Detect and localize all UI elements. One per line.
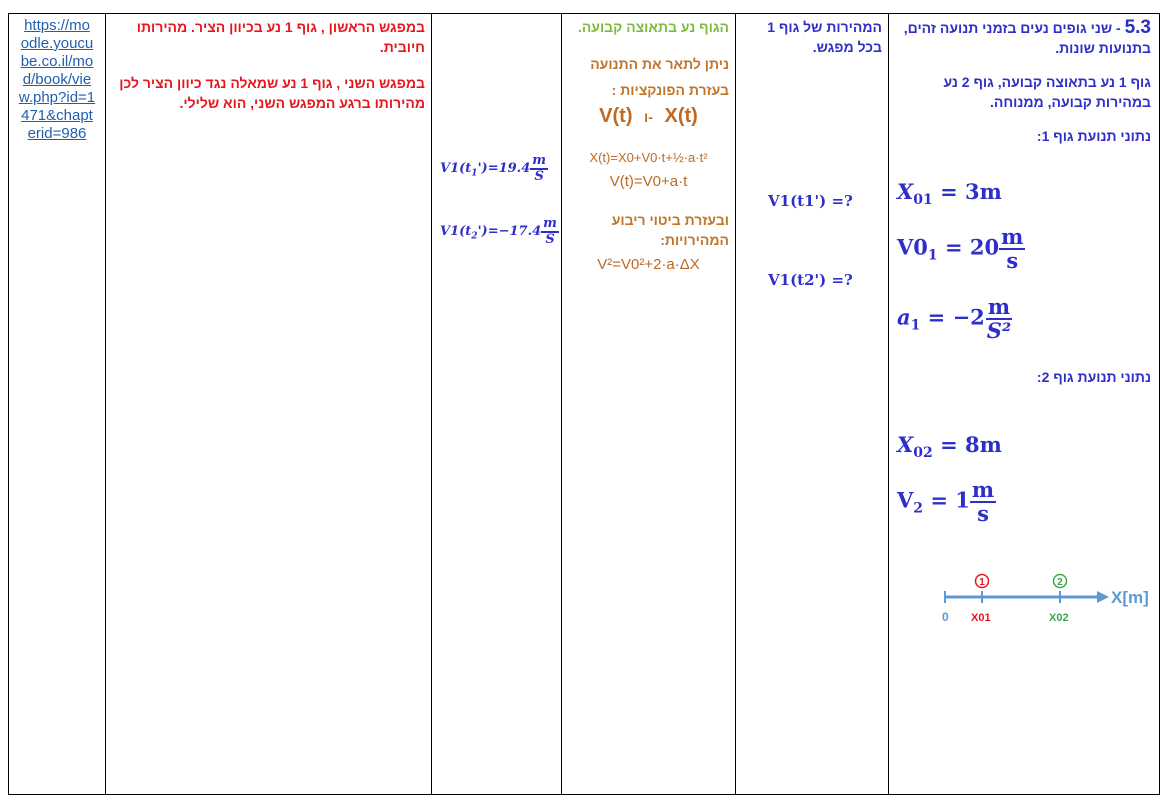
problem-header: 5.3 - שני גופים נעים בזמני תנועה זהים, בתנועות שונות. — [903, 17, 1151, 56]
body1-label: נתוני תנועת גוף 1: — [1036, 128, 1151, 144]
v2-value: $V_2 = 1$ $\frac{m}{s}$ — [897, 477, 995, 527]
velocity-square-equation: V²=V0²+2·a·ΔX — [597, 256, 700, 273]
moodle-link[interactable]: https://mo odle.youcu be.co.il/mo d/book/vie w.php?id=1 471&chapt erid=986 — [18, 17, 96, 142]
link-cell — [9, 14, 106, 795]
result-v1-second: $V1(t_2')=-17.4$ $\frac{m}{S}$ — [440, 216, 557, 247]
method-describe: ניתן לתאר את התנועה בעזרת הפונקציות : — [590, 56, 729, 98]
velocity-square-label: ובעזרת ביטוי ריבוע המהירויות: — [611, 212, 729, 248]
question-v1-first: V1(t1') =? — [768, 192, 853, 210]
question-title: המהירות של גוף 1 בכל מפגש. — [767, 19, 882, 55]
v01-value: $V0_1 = 20$ $\frac{m}{s}$ — [897, 224, 1024, 274]
method-intro: הגוף נע בתאוצה קבועה. — [577, 19, 729, 35]
axis-arrow-icon — [1097, 591, 1109, 603]
method-cell — [562, 14, 736, 795]
a1-value: $a_1 = -2$ $\frac{m}{\text{S²}}$ — [897, 294, 1012, 344]
question-cell — [736, 14, 889, 795]
results-cell — [432, 14, 562, 795]
result-v1-first: $V1(t_1')=19.4$ $\frac{m}{S}$ — [440, 153, 547, 184]
method-functions: V(t) ו- X(t) — [599, 105, 698, 127]
second-meeting-text: במפגש השני , גוף 1 נע שמאלה נגד כיוון הציר לכן מהירותו ברגע המפגש השני, הוא שלילי. — [119, 75, 425, 111]
body2-label: נתוני תנועת גוף 2: — [1036, 369, 1151, 385]
problem-number: 5.3 — [1124, 17, 1151, 38]
question-v1-second: V1(t2') =? — [768, 271, 853, 289]
position-axis-diagram — [933, 569, 1155, 624]
x01-axis-label: X01 — [971, 612, 991, 624]
axis-label: X[m] — [1111, 588, 1149, 607]
x02-axis-label: X02 — [1049, 612, 1069, 624]
explanation-cell — [106, 14, 432, 795]
x02-value: $X_{02} = 8m$ — [897, 432, 1002, 462]
exercise-table — [8, 13, 1160, 795]
problem-description: גוף 1 נע בתאוצה קבועה, גוף 2 נע במהירות קבועה, ממנוחה. — [943, 74, 1151, 110]
body2-marker-label: 2 — [1057, 577, 1063, 588]
problem-cell — [889, 14, 1160, 795]
body1-marker-label: 1 — [979, 577, 985, 588]
x01-value: $X_{01} = 3m$ — [897, 179, 1002, 209]
position-equation: X(t)=X0+V0·t+½·a·t² — [589, 150, 708, 165]
velocity-equation: V(t)=V0+a·t — [609, 173, 688, 190]
first-meeting-text: במפגש הראשון , גוף 1 נע בכיוון הציר. מהירותו חיובית. — [136, 19, 425, 55]
axis-zero-label: 0 — [942, 610, 949, 624]
